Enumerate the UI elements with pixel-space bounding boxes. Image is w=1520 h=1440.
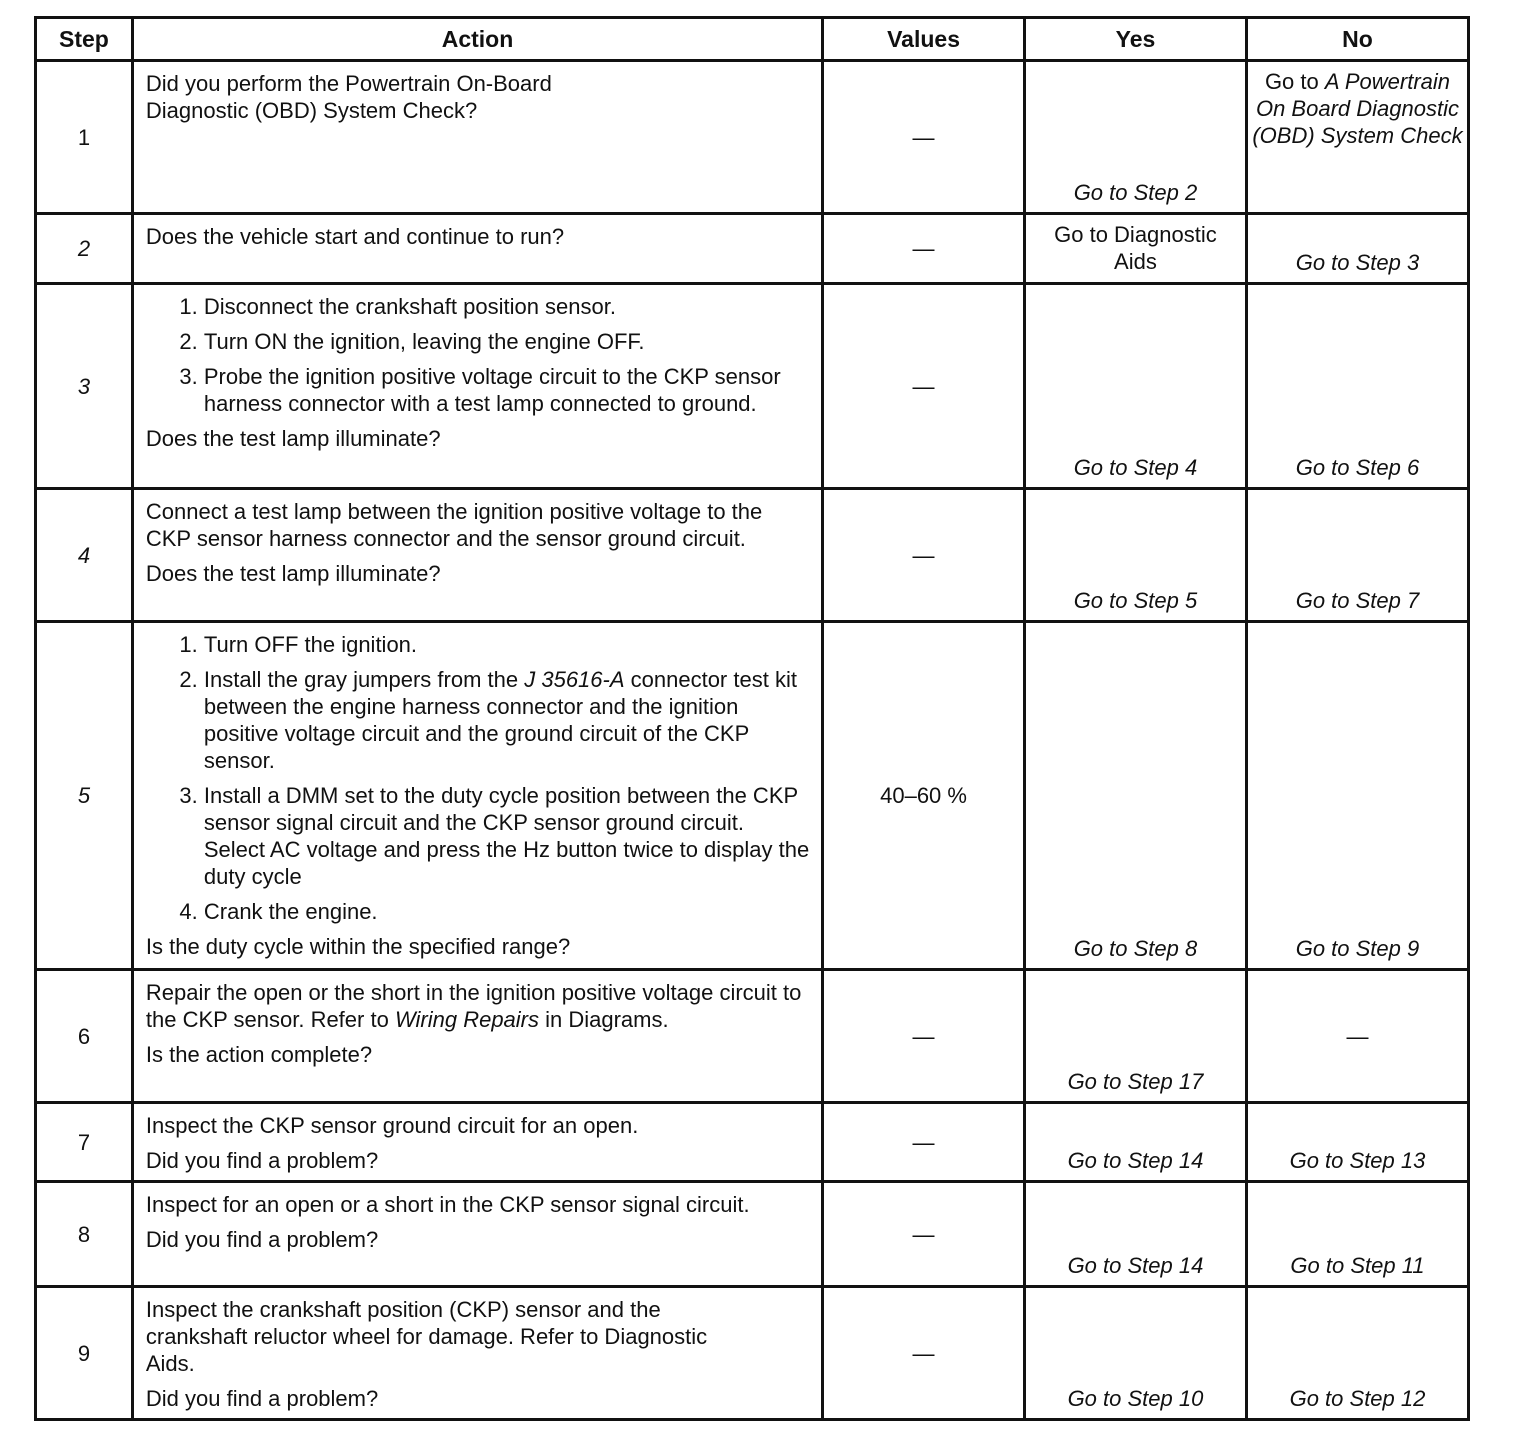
no-link[interactable]: Go to Step 13 <box>1289 1148 1426 1173</box>
value-cell: — <box>823 284 1025 489</box>
value-cell: — <box>823 214 1025 284</box>
yes-cell <box>1024 1103 1246 1182</box>
action-text-part: in Diagrams. <box>539 1007 669 1032</box>
no-link[interactable]: Go to Step 7 <box>1295 588 1420 613</box>
no-link[interactable]: A Powertrain On Board Diagnostic (OBD) System Check <box>1252 69 1463 148</box>
action-step-item: 3. Install a DMM set to the duty cycle position between the CKP sensor signal circuit and the CKP sensor ground circuit. Select AC voltage and press the Hz button twice to display the duty cycle <box>204 782 811 890</box>
value-cell: — <box>823 61 1025 214</box>
no-cell <box>1246 214 1468 284</box>
action-step-item: 2. Turn ON the ignition, leaving the engine OFF. <box>204 328 811 355</box>
yes-link[interactable]: Go to Step 4 <box>1073 455 1198 480</box>
yes-link[interactable]: Go to Step 14 <box>1067 1148 1204 1173</box>
yes-link[interactable]: Go to Step 10 <box>1067 1386 1204 1411</box>
yes-link[interactable]: Go to Step 2 <box>1073 180 1198 205</box>
step-number: 9 <box>36 1287 133 1420</box>
action-step-item: 4. Crank the engine. <box>204 898 811 925</box>
value-cell: — <box>823 489 1025 622</box>
action-cell <box>132 622 822 970</box>
yes-cell <box>1024 1287 1246 1420</box>
yes-cell <box>1024 622 1246 970</box>
action-cell <box>132 970 822 1103</box>
step-number: 4 <box>36 489 133 622</box>
no-link[interactable]: Go to Step 3 <box>1295 250 1420 275</box>
yes-cell <box>1024 61 1246 214</box>
action-text <box>146 979 811 1033</box>
no-cell <box>1246 489 1468 622</box>
table-row <box>36 622 1469 970</box>
action-question: Did you find a problem? <box>145 1148 379 1173</box>
yes-cell <box>1024 489 1246 622</box>
action-cell <box>132 284 822 489</box>
step-number: 5 <box>36 622 133 970</box>
table-row <box>36 284 1469 489</box>
step-number: 7 <box>36 1103 133 1182</box>
action-step-item <box>204 666 811 774</box>
header-no: No <box>1246 18 1468 61</box>
header-row <box>36 18 1469 61</box>
no-link[interactable]: Go to Step 6 <box>1295 455 1420 480</box>
table-row <box>36 1103 1469 1182</box>
yes-cell <box>1024 1182 1246 1287</box>
no-link[interactable]: Go to Step 9 <box>1295 936 1420 961</box>
action-question: Is the action complete? <box>145 1042 373 1067</box>
no-link[interactable]: Go to Step 11 <box>1290 1253 1425 1278</box>
yes-cell <box>1024 214 1246 284</box>
yes-link[interactable]: Go to Step 5 <box>1073 588 1198 613</box>
yes-cell <box>1024 284 1246 489</box>
action-text: Inspect for an open or a short in the CKP sensor signal circuit. <box>145 1192 750 1217</box>
action-question: Does the test lamp illuminate? <box>145 561 441 586</box>
diagnostic-table <box>34 16 1470 1421</box>
action-cell <box>132 1103 822 1182</box>
no-cell <box>1246 61 1468 214</box>
yes-link[interactable]: Go to Diagnostic Aids <box>1054 222 1217 274</box>
action-question: Did you find a problem? <box>145 1386 379 1411</box>
action-question: Is the duty cycle within the specified range? <box>145 934 571 959</box>
no-cell <box>1246 1103 1468 1182</box>
no-cell: — <box>1246 970 1468 1103</box>
action-step-item: 1. Turn OFF the ignition. <box>204 631 811 658</box>
no-cell <box>1246 284 1468 489</box>
tool-reference: J 35616-A <box>524 667 625 692</box>
action-steps <box>146 293 811 417</box>
step-number: 6 <box>36 970 133 1103</box>
step-number: 2 <box>36 214 133 284</box>
yes-link[interactable]: Go to Step 17 <box>1067 1069 1204 1094</box>
action-question: Did you find a problem? <box>145 1227 379 1252</box>
no-cell <box>1246 1287 1468 1420</box>
action-steps <box>146 631 811 925</box>
action-cell <box>132 1182 822 1287</box>
action-question: Did you perform the Powertrain On-Board Diagnostic (OBD) System Check? <box>145 71 552 123</box>
header-action: Action <box>132 18 822 61</box>
yes-link[interactable]: Go to Step 14 <box>1067 1253 1204 1278</box>
step-text: connector test kit between the engine harness connector and the ignition positive voltage circuit and the ground circuit of the CKP sensor. <box>203 667 797 773</box>
yes-cell <box>1024 970 1246 1103</box>
table-row <box>36 61 1469 214</box>
value-cell: — <box>823 970 1025 1103</box>
table-row <box>36 1287 1469 1420</box>
no-cell <box>1246 622 1468 970</box>
table-row <box>36 970 1469 1103</box>
table-row <box>36 214 1469 284</box>
value-cell: — <box>823 1182 1025 1287</box>
action-cell <box>132 61 822 214</box>
action-step-item: 3. Probe the ignition positive voltage circuit to the CKP sensor harness connector with a test lamp connected to ground. <box>204 363 811 417</box>
header-step: Step <box>36 18 133 61</box>
wiring-repairs-reference[interactable]: Wiring Repairs <box>394 1007 540 1032</box>
step-text: Install the gray jumpers from the <box>203 667 525 692</box>
action-text: Connect a test lamp between the ignition positive voltage to the CKP sensor harness connector and the sensor ground circuit. <box>145 499 763 551</box>
action-cell <box>132 489 822 622</box>
action-question: Does the vehicle start and continue to run? <box>145 224 565 249</box>
yes-link[interactable]: Go to Step 8 <box>1073 936 1198 961</box>
action-text: Inspect the crankshaft position (CKP) sensor and the crankshaft reluctor wheel for damage. Refer to Diagnostic Aids. <box>145 1297 708 1376</box>
header-yes: Yes <box>1024 18 1246 61</box>
action-question: Does the test lamp illuminate? <box>145 426 441 451</box>
value-cell: — <box>823 1287 1025 1420</box>
action-text: Inspect the CKP sensor ground circuit for an open. <box>145 1113 639 1138</box>
action-text-part: Repair the open or the short in the ignition positive voltage circuit to the CKP sensor. Refer to <box>145 980 802 1032</box>
value-cell: 40–60 % <box>823 622 1025 970</box>
step-number: 3 <box>36 284 133 489</box>
table-row <box>36 1182 1469 1287</box>
step-number: 8 <box>36 1182 133 1287</box>
table-row <box>36 489 1469 622</box>
action-cell <box>132 214 822 284</box>
no-cell <box>1246 1182 1468 1287</box>
no-link[interactable]: Go to Step 12 <box>1289 1386 1426 1411</box>
action-step-item: 1. Disconnect the crankshaft position sensor. <box>204 293 811 320</box>
action-cell <box>132 1287 822 1420</box>
step-number: 1 <box>36 61 133 214</box>
no-prefix: Go to <box>1264 69 1319 94</box>
header-values: Values <box>823 18 1025 61</box>
value-cell: — <box>823 1103 1025 1182</box>
